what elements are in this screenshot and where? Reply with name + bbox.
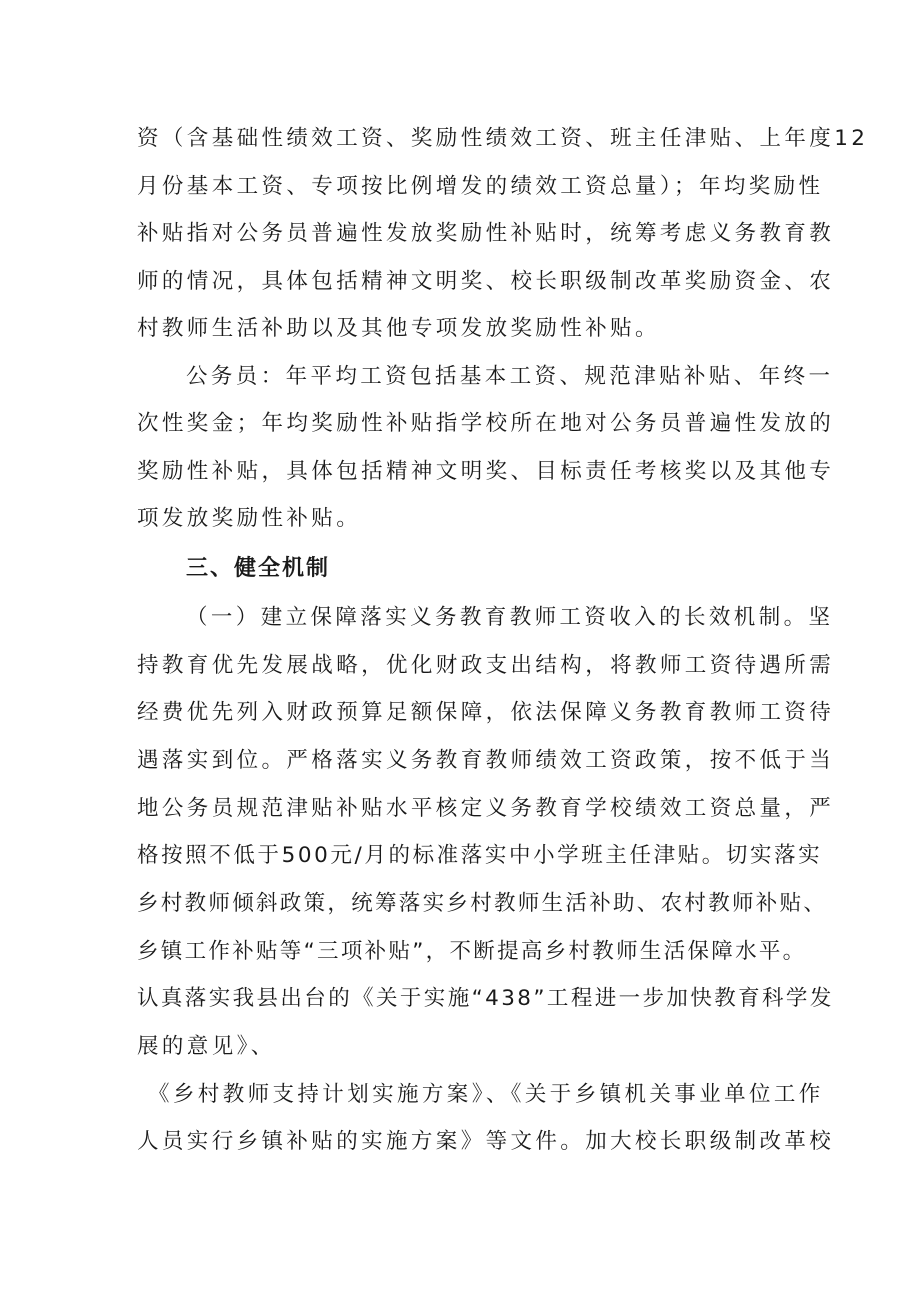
body-text-line: 村教师生活补助以及其他专项发放奖励性补贴。 bbox=[137, 316, 660, 341]
body-text-line: 展的意见》、 bbox=[137, 1034, 276, 1059]
body-text-line: 师的情况，具体包括精神文明奖、校长职级制改革奖励资金、农 bbox=[137, 269, 835, 294]
paragraph-first-line: 公务员：年平均工资包括基本工资、规范津贴补贴、年终一 bbox=[186, 364, 834, 389]
body-text-line: 资（含基础性绩效工资、奖励性绩效工资、班主任津贴、上年度12 bbox=[137, 126, 869, 151]
body-text-line: 认真落实我县出台的《关于实施“438”工程进一步加快教育科学发 bbox=[137, 986, 834, 1011]
section-heading: 三、健全机制 bbox=[186, 556, 331, 581]
body-text-line: 格按照不低于500元/月的标准落实中小学班主任津贴。切实落实 bbox=[137, 843, 823, 868]
body-text-line: 遇落实到位。严格落实义务教育教师绩效工资政策，按不低于当 bbox=[137, 748, 835, 773]
paragraph-first-line: （一）建立保障落实义务教育教师工资收入的长效机制。坚 bbox=[186, 605, 834, 630]
body-text-line: 项发放奖励性补贴。 bbox=[137, 506, 362, 531]
body-text-line: 月份基本工资、专项按比例增发的绩效工资总量）；年均奖励性 bbox=[137, 174, 824, 199]
body-text-line: 乡镇工作补贴等“三项补贴”，不断提高乡村教师生活保障水平。 bbox=[137, 939, 807, 964]
body-text-line: 地公务员规范津贴补贴水平核定义务教育学校绩效工资总量，严 bbox=[137, 796, 835, 821]
body-text-line: 《乡村教师支持计划实施方案》、《关于乡镇机关事业单位工作 bbox=[148, 1082, 824, 1107]
body-text-line: 次性奖金；年均奖励性补贴指学校所在地对公务员普遍性发放的 bbox=[137, 411, 835, 436]
body-text-line: 乡村教师倾斜政策，统筹落实乡村教师生活补助、农村教师补贴、 bbox=[137, 891, 828, 916]
body-text-line: 持教育优先发展战略，优化财政支出结构，将教师工资待遇所需 bbox=[137, 653, 835, 678]
body-text-line: 人员实行乡镇补贴的实施方案》等文件。加大校长职级制改革校 bbox=[137, 1129, 835, 1154]
body-text-line: 奖励性补贴，具体包括精神文明奖、目标责任考核奖以及其他专 bbox=[137, 459, 835, 484]
body-text-line: 补贴指对公务员普遍性发放奖励性补贴时，统筹考虑义务教育教 bbox=[137, 221, 835, 246]
body-text-line: 经费优先列入财政预算足额保障，依法保障义务教育教师工资待 bbox=[137, 700, 835, 725]
